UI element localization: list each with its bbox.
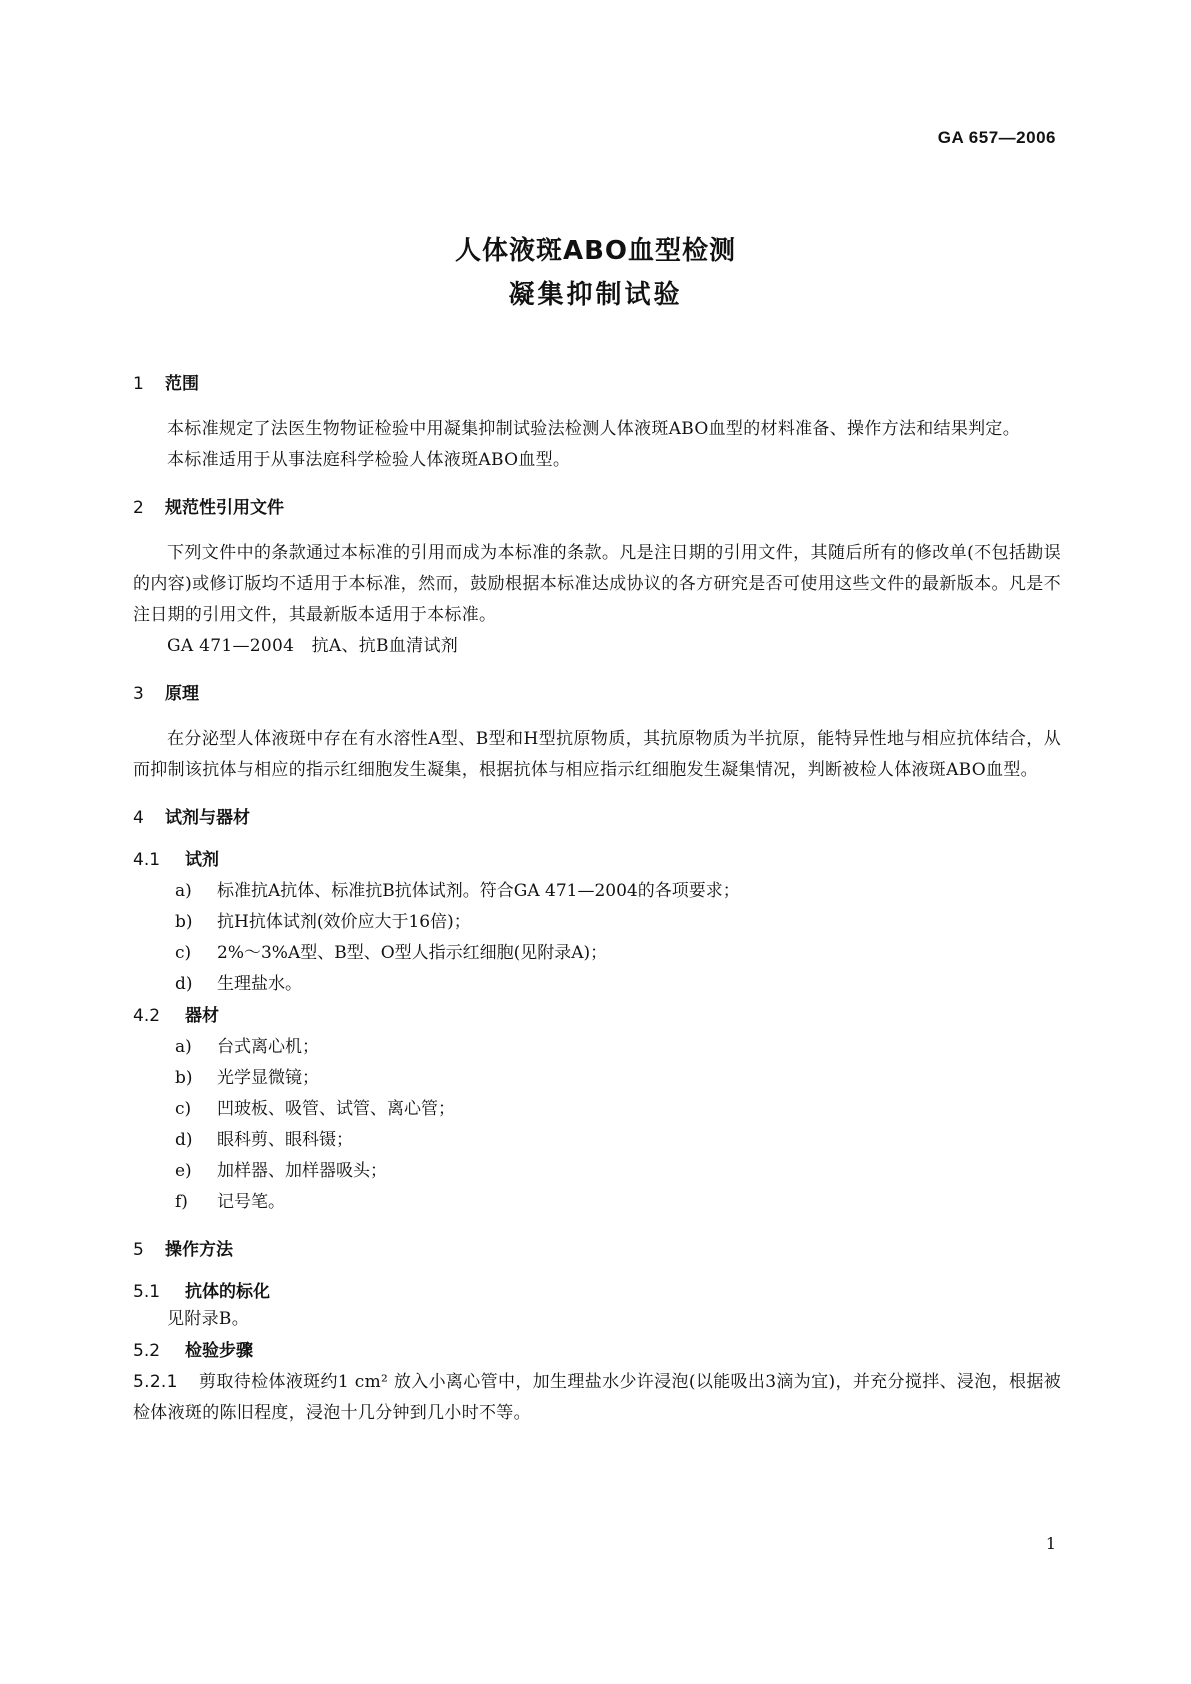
section-3-heading xyxy=(133,682,1061,706)
list-item-text: 标准抗A抗体、标准抗B抗体试剂。符合GA 471—2004的各项要求； xyxy=(217,881,740,901)
subsection-title: 检验步骤 xyxy=(185,1341,253,1361)
list-marker: d) xyxy=(175,974,193,994)
document-body xyxy=(133,372,1061,1429)
list-marker: b) xyxy=(175,1068,193,1088)
clause-number: 5.2.1 xyxy=(133,1372,178,1392)
section-title: 范围 xyxy=(165,374,199,394)
list-item xyxy=(133,1125,1061,1156)
section-1-heading xyxy=(133,372,1061,396)
subsection-5-2-heading xyxy=(133,1339,1061,1363)
list-item xyxy=(133,1032,1061,1063)
list-item-text: 加样器、加样器吸头； xyxy=(217,1161,387,1181)
list-marker: c) xyxy=(175,1099,192,1119)
list-item xyxy=(133,969,1061,1000)
subsection-number: 5.2 xyxy=(133,1341,161,1361)
list-item-text: 光学显微镜； xyxy=(217,1068,319,1088)
clause-text: 剪取待检体液斑约1 cm² 放入小离心管中，加生理盐水少许浸泡(以能吸出3滴为宜)，并充分搅拌、浸泡，根据被检体液斑的陈旧程度，浸泡十几分钟到几小时不等。 xyxy=(133,1372,1061,1423)
standard-code: GA 657—2006 xyxy=(937,128,1056,147)
normative-reference: GA 471—2004 抗A、抗B血清试剂 xyxy=(167,636,459,656)
list-item xyxy=(133,907,1061,938)
list-item-text: 抗H抗体试剂(效价应大于16倍)； xyxy=(217,912,471,932)
section-title: 操作方法 xyxy=(165,1240,233,1260)
page-number: 1 xyxy=(1045,1534,1056,1553)
document-title-line1: 人体液斑ABO血型检测 xyxy=(454,236,737,266)
section-number: 4 xyxy=(133,808,144,828)
list-marker: e) xyxy=(175,1161,192,1181)
subsection-number: 4.2 xyxy=(133,1006,161,1026)
list-marker: d) xyxy=(175,1130,193,1150)
list-marker: a) xyxy=(175,881,192,901)
section-title: 规范性引用文件 xyxy=(165,498,284,518)
clause-5-2-1 xyxy=(133,1367,1061,1429)
list-marker: b) xyxy=(175,912,193,932)
section-number: 1 xyxy=(133,374,144,394)
document-title-line2: 凝集抑制试验 xyxy=(508,280,683,310)
subsection-title: 抗体的标化 xyxy=(185,1282,270,1302)
section-number: 5 xyxy=(133,1240,144,1260)
list-item-text: 2%～3%A型、B型、O型人指示红细胞(见附录A)； xyxy=(217,943,608,963)
paragraph: 本标准规定了法医生物物证检验中用凝集抑制试验法检测人体液斑ABO血型的材料准备、操作方法和结果判定。 xyxy=(167,419,1021,439)
subsection-title: 器材 xyxy=(185,1006,219,1026)
section-number: 3 xyxy=(133,684,144,704)
list-item-text: 凹玻板、吸管、试管、离心管； xyxy=(217,1099,455,1119)
list-item-text: 台式离心机； xyxy=(217,1037,319,1057)
paragraph: 在分泌型人体液斑中存在有水溶性A型、B型和H型抗原物质，其抗原物质为半抗原，能特异性地与相应抗体结合，从而抑制该抗体与相应的指示红细胞发生凝集，根据抗体与相应指示红细胞发生凝集情况，判断被检人体液斑ABO血型。 xyxy=(133,729,1061,780)
subsection-title: 试剂 xyxy=(185,850,219,870)
paragraph: 下列文件中的条款通过本标准的引用而成为本标准的条款。凡是注日期的引用文件，其随后所有的修改单(不包括勘误的内容)或修订版均不适用于本标准，然而，鼓励根据本标准达成协议的各方研究是否可使用这些文件的最新版本。凡是不注日期的引用文件，其最新版本适用于本标准。 xyxy=(133,543,1061,625)
subsection-4-2-heading xyxy=(133,1004,1061,1028)
equipment-list xyxy=(133,1032,1061,1218)
subsection-5-1-heading xyxy=(133,1280,1061,1304)
list-item xyxy=(133,1156,1061,1187)
section-2-heading xyxy=(133,496,1061,520)
list-marker: a) xyxy=(175,1037,192,1057)
list-item-text: 眼科剪、眼科镊； xyxy=(217,1130,353,1150)
subsection-4-1-heading xyxy=(133,848,1061,872)
section-title: 原理 xyxy=(165,684,199,704)
subsection-number: 4.1 xyxy=(133,850,161,870)
section-title: 试剂与器材 xyxy=(165,808,250,828)
paragraph: 见附录B。 xyxy=(167,1309,249,1329)
section-number: 2 xyxy=(133,498,144,518)
list-marker: c) xyxy=(175,943,192,963)
reagent-list xyxy=(133,876,1061,1000)
subsection-number: 5.1 xyxy=(133,1282,161,1302)
list-item-text: 生理盐水。 xyxy=(217,974,302,994)
list-item xyxy=(133,1063,1061,1094)
list-item-text: 记号笔。 xyxy=(217,1192,285,1212)
list-item xyxy=(133,1187,1061,1218)
list-item xyxy=(133,1094,1061,1125)
list-marker: f) xyxy=(175,1192,188,1212)
section-4-heading xyxy=(133,806,1061,830)
list-item xyxy=(133,876,1061,907)
section-5-heading xyxy=(133,1238,1061,1262)
list-item xyxy=(133,938,1061,969)
paragraph: 本标准适用于从事法庭科学检验人体液斑ABO血型。 xyxy=(167,450,571,470)
